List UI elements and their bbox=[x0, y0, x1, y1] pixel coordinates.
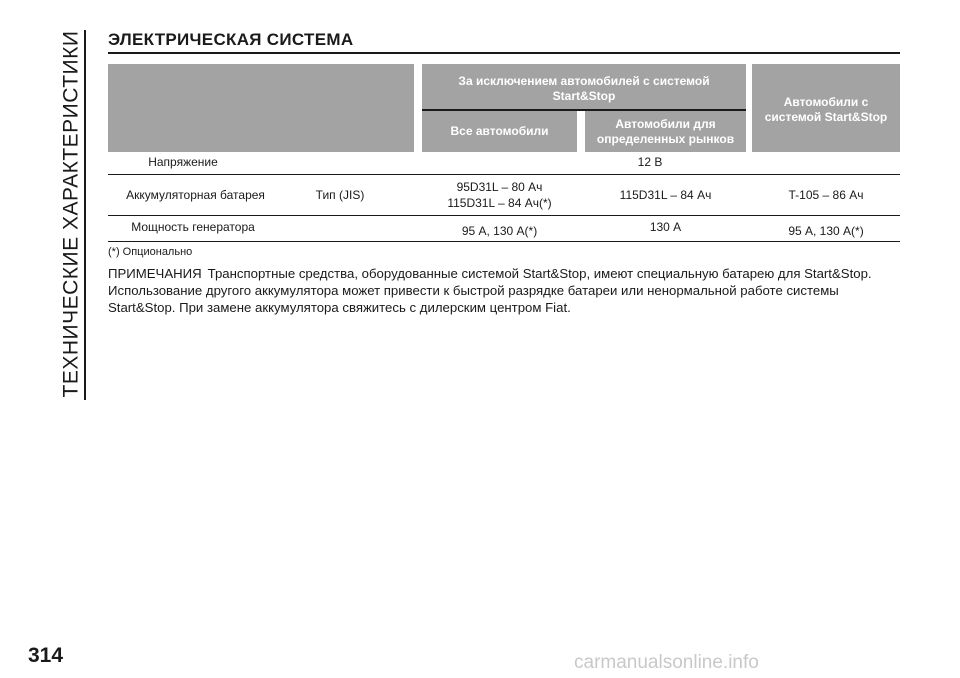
header-certain-markets: Автомобили для определенных рынков bbox=[596, 116, 735, 146]
note-label: ПРИМЕЧАНИЯ bbox=[108, 266, 202, 281]
note-paragraph bbox=[108, 265, 900, 316]
row-battery-all-2: 115D31L – 84 Ач(*) bbox=[447, 196, 552, 210]
watermark: carmanualsonline.info bbox=[574, 652, 759, 673]
header-column-gap bbox=[577, 111, 585, 152]
row-alternator-all: 95 А, 130 А(*) bbox=[461, 224, 538, 238]
header-blank-cell bbox=[108, 64, 414, 152]
header-all-cars: Все автомобили bbox=[450, 124, 549, 138]
row-alternator-markets: 130 А bbox=[649, 220, 682, 234]
page-heading: ЭЛЕКТРИЧЕСКАЯ СИСТЕМА bbox=[108, 30, 900, 54]
header-startstop-cars: Автомобили с системой Start&Stop bbox=[764, 95, 888, 124]
footnote: (*) Опционально bbox=[108, 246, 193, 258]
row-battery-startstop: T-105 – 86 Ач bbox=[788, 188, 864, 202]
row-voltage-label: Напряжение bbox=[148, 155, 218, 169]
row-divider bbox=[108, 215, 900, 216]
row-voltage-value: 12 В bbox=[637, 155, 663, 169]
note-text: Транспортные средства, оборудованные системой Start&Stop, имеют специальную батарею для Start&Stop. Использование другого аккумулятора может привести к быстрой разрядке батареи или ненормальной работе системы Start&Stop. При замене аккумулятора свяжитесь с дилерским центром Fiat. bbox=[108, 266, 872, 315]
row-battery-label: Аккумуляторная батарея bbox=[126, 188, 265, 202]
row-battery-all-1: 95D31L – 80 Ач bbox=[456, 180, 543, 194]
row-alternator-startstop: 95 А, 130 А(*) bbox=[788, 224, 864, 238]
side-section-title: ТЕХНИЧЕСКИЕ ХАРАКТЕРИСТИКИ bbox=[59, 30, 83, 398]
row-battery-markets: 115D31L – 84 Ач bbox=[619, 188, 712, 202]
row-battery-type: Тип (JIS) bbox=[315, 188, 365, 202]
side-divider bbox=[84, 30, 86, 400]
page-number: 314 bbox=[28, 644, 64, 667]
header-group-label: За исключением автомобилей с системой Start&Stop bbox=[458, 74, 710, 103]
table-bottom-rule bbox=[108, 241, 900, 242]
row-divider bbox=[108, 174, 900, 175]
row-alternator-label: Мощность генератора bbox=[131, 220, 255, 234]
